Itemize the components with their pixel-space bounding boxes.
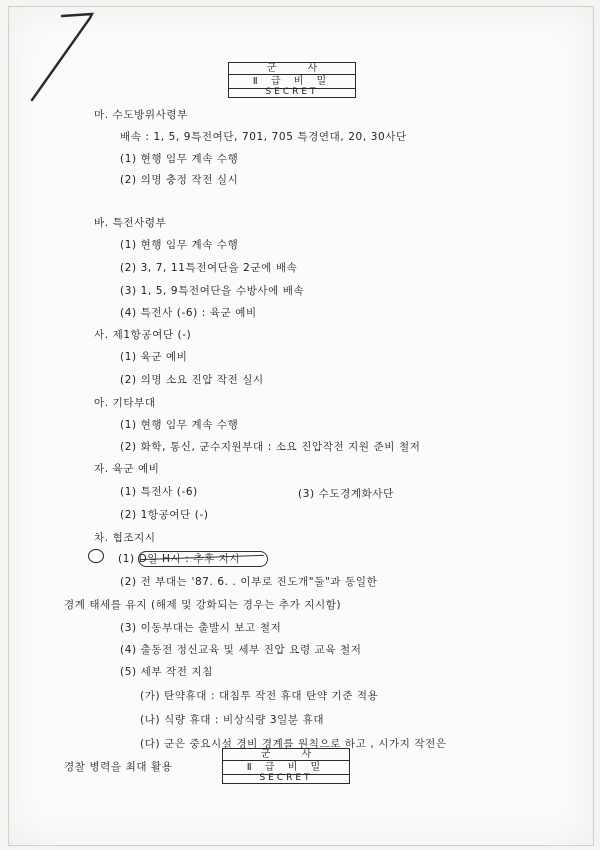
section-heading: 자. 육군 예비 bbox=[94, 463, 160, 475]
stamp-row-military: 군 사 bbox=[260, 749, 326, 760]
handwritten-circle-mark bbox=[88, 549, 104, 563]
text-line: (2) 의명 소요 진압 작전 실시 bbox=[120, 374, 264, 386]
text-line: (1) 현행 임무 계속 수행 bbox=[120, 419, 239, 431]
text-line: (3) 수도경계화사단 bbox=[298, 488, 394, 500]
stamp-row-grade: Ⅱ 급 비 밀 bbox=[223, 760, 349, 775]
section-heading: 바. 특전사령부 bbox=[94, 217, 167, 229]
text-line: 배속 : 1, 5, 9특전여단, 701, 705 특경연대, 20, 30사단 bbox=[120, 131, 407, 143]
section-heading: 사. 제1항공여단 (-) bbox=[94, 329, 192, 341]
text-line: (1) 현행 임무 계속 수행 bbox=[120, 153, 239, 165]
stamp-row-military: 군 사 bbox=[266, 63, 332, 74]
stamp-row-grade: Ⅱ 급 비 밀 bbox=[229, 74, 355, 89]
text-line: 경찰 병력을 최대 활용 bbox=[64, 761, 173, 773]
text-line: (4) 특전사 (-6) : 육군 예비 bbox=[120, 307, 257, 319]
text-line: (3) 1, 5, 9특전여단을 수방사에 배속 bbox=[120, 285, 305, 297]
text-line: 경계 태세를 유지 (해제 및 강화되는 경우는 추가 지시함) bbox=[64, 599, 342, 611]
text-line: (1) 육군 예비 bbox=[120, 351, 188, 363]
text-line: (다) 군은 중요시설 경비 경계를 원칙으로 하고 , 시가지 작전은 bbox=[140, 738, 447, 750]
text-line: (1) 현행 임무 계속 수행 bbox=[120, 239, 239, 251]
text-line: (나) 식량 휴대 : 비상식량 3일분 휴대 bbox=[140, 714, 325, 726]
text-line: (4) 출동전 정신교육 및 세부 진압 요령 교육 철저 bbox=[120, 644, 362, 656]
text-line: (가) 탄약휴대 : 대침투 작전 휴대 탄약 기준 적용 bbox=[140, 690, 379, 702]
text-line: (2) 1항공여단 (-) bbox=[120, 509, 209, 521]
stamp-row-secret: SECRET bbox=[259, 773, 313, 783]
text-line: (2) 의명 충정 작전 실시 bbox=[120, 174, 239, 186]
classification-stamp-top bbox=[228, 62, 356, 98]
section-heading: 마. 수도방위사령부 bbox=[94, 109, 188, 121]
corner-fold-mark bbox=[24, 12, 94, 102]
stamp-row-secret: SECRET bbox=[265, 87, 319, 97]
section-heading: 차. 협조지시 bbox=[94, 532, 156, 544]
section-heading: 아. 기타부대 bbox=[94, 397, 156, 409]
classification-stamp-bottom bbox=[222, 748, 350, 784]
text-line: (2) 3, 7, 11특전여단을 2군에 배속 bbox=[120, 262, 298, 274]
text-line: (2) 화학, 통신, 군수지원부대 : 소요 진압작전 지원 준비 철저 bbox=[120, 441, 421, 453]
text-line: (1) 특전사 (-6) bbox=[120, 486, 198, 498]
text-line: (2) 전 부대는 '87. 6. . 이부로 진도개"둘"과 동일한 bbox=[120, 576, 378, 588]
text-line: (5) 세부 작전 지침 bbox=[120, 666, 213, 678]
text-line: (3) 이동부대는 출발시 보고 철저 bbox=[120, 622, 282, 634]
text-line-struck: (1) D일 H시 : 추후 지시 bbox=[118, 553, 241, 565]
